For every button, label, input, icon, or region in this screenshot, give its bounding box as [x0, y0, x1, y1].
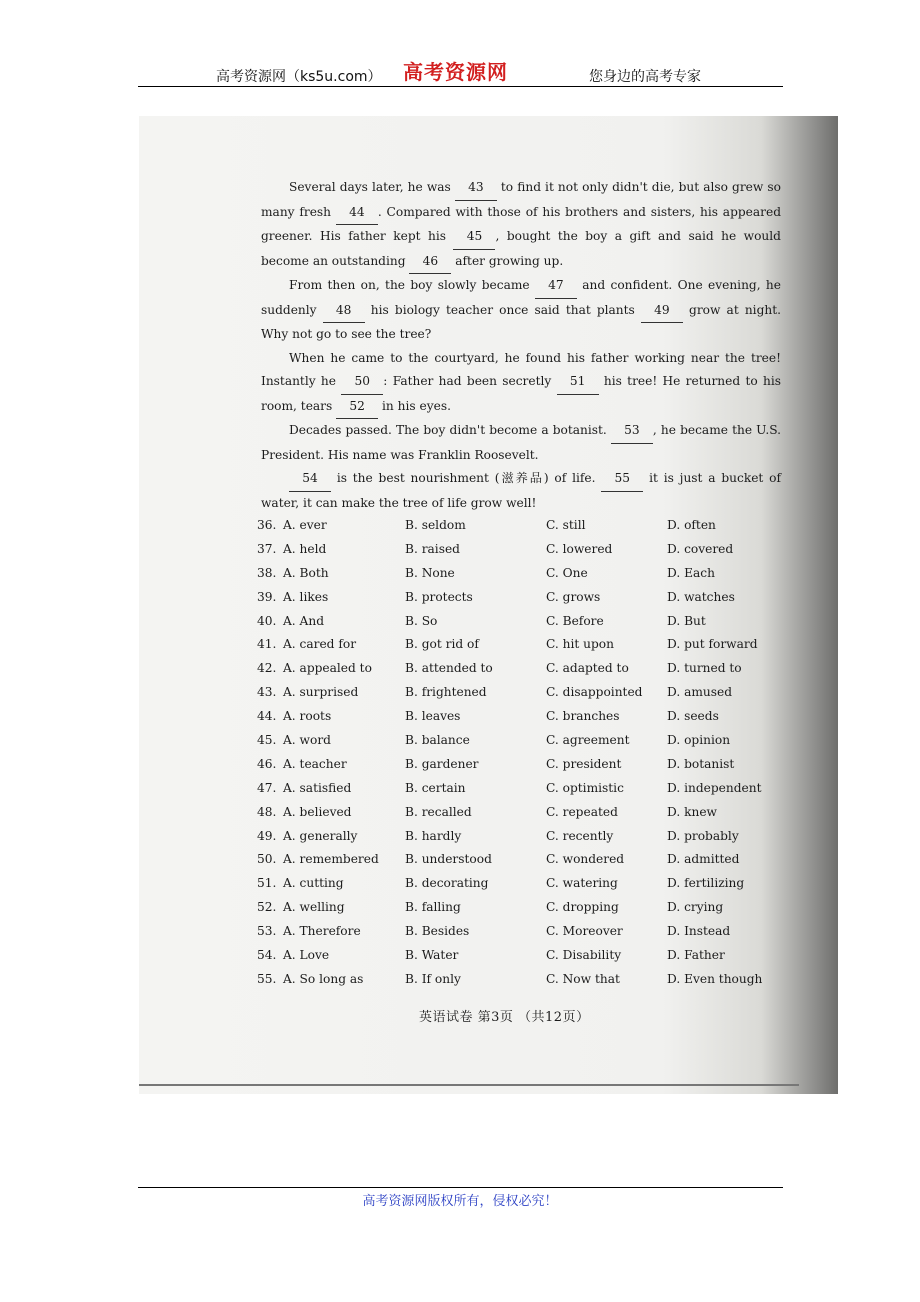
option-c: C. repeated — [546, 804, 618, 819]
option-b: B. certain — [405, 780, 466, 795]
answer-blank: 45 — [453, 225, 495, 250]
answer-blank: 49 — [641, 299, 683, 324]
question-number: 49. — [257, 828, 277, 843]
option-row — [257, 586, 777, 610]
scanned-exam-page — [139, 116, 838, 1094]
answer-blank: 55 — [601, 467, 643, 492]
answer-blank: 48 — [323, 299, 365, 324]
option-d: D. covered — [667, 541, 734, 556]
option-a: A. teacher — [283, 756, 347, 771]
passage-text: . Compared with those of his brothers and sisters, his appeared greener. His father kept his — [261, 204, 781, 243]
answer-blank: 54 — [289, 467, 331, 492]
option-row — [257, 705, 777, 729]
question-number: 36. — [257, 518, 277, 532]
option-row — [257, 896, 777, 920]
option-row — [257, 968, 777, 992]
option-d: D. probably — [667, 828, 739, 843]
option-a: A. Both — [283, 565, 329, 580]
passage-text: , bought the boy a gift and said he would become an outstanding — [261, 229, 781, 268]
option-d: D. often — [667, 518, 716, 532]
passage-paragraph — [261, 467, 781, 515]
question-number: 47. — [257, 780, 277, 795]
question-number: 44. — [257, 709, 277, 724]
option-c: C. Disability — [546, 948, 622, 963]
question-number: 55. — [257, 971, 277, 986]
passage-text: Several days later, he was — [289, 180, 455, 194]
option-b: B. raised — [405, 541, 460, 556]
option-c: C. disappointed — [546, 685, 643, 700]
option-a: A. So long as — [283, 971, 364, 986]
site-slogan: 您身边的高考专家 — [589, 69, 701, 85]
question-number: 48. — [257, 804, 277, 819]
options-list — [257, 514, 777, 992]
passage-text: When he came to the courtyard, he found his father working near the tree! Instantly he — [261, 350, 781, 388]
option-a: A. appealed to — [283, 661, 372, 676]
option-row — [257, 777, 777, 801]
option-d: D. independent — [667, 780, 762, 795]
question-number: 41. — [257, 637, 277, 652]
option-b: B. leaves — [405, 709, 461, 724]
option-row — [257, 801, 777, 825]
exam-page-number: 英语试卷 第3页 （共12页） — [419, 1010, 590, 1025]
question-number: 46. — [257, 756, 277, 771]
question-number: 40. — [257, 613, 277, 628]
option-b: B. frightened — [405, 685, 487, 700]
option-row — [257, 848, 777, 872]
option-b: B. Besides — [405, 924, 470, 939]
option-d: D. fertilizing — [667, 876, 745, 891]
option-row — [257, 633, 777, 657]
option-row — [257, 753, 777, 777]
passage-text: after growing up. — [451, 253, 564, 268]
option-c: C. wondered — [546, 852, 625, 867]
option-d: D. Each — [667, 565, 715, 580]
passage-text: and confident. One evening, he suddenly — [261, 278, 781, 317]
passage-paragraph — [261, 274, 781, 347]
option-a: A. word — [283, 733, 331, 748]
option-b: B. protects — [405, 589, 473, 604]
question-number: 50. — [257, 852, 277, 867]
scan-edge-line — [139, 1084, 799, 1086]
answer-blank: 50 — [341, 370, 383, 395]
option-a: A. generally — [283, 828, 358, 843]
option-row — [257, 872, 777, 896]
site-header — [138, 56, 783, 87]
option-a: A. cared for — [283, 637, 357, 652]
option-d: D. amused — [667, 685, 733, 700]
option-c: C. hit upon — [546, 637, 614, 652]
passage-text: his biology teacher once said that plants — [364, 302, 641, 317]
option-c: C. branches — [546, 709, 620, 724]
option-a: A. believed — [283, 804, 352, 819]
option-c: C. lowered — [546, 541, 613, 556]
option-row — [257, 514, 777, 538]
option-c: C. Before — [546, 613, 604, 628]
option-d: D. opinion — [667, 733, 731, 748]
option-b: B. If only — [405, 971, 461, 986]
option-a: A. cutting — [283, 876, 344, 891]
answer-blank: 43 — [455, 176, 497, 201]
passage-text: in his eyes. — [378, 398, 451, 413]
option-d: D. admitted — [667, 852, 740, 867]
option-c: C. agreement — [546, 733, 630, 748]
option-a: A. welling — [283, 900, 345, 915]
option-a: A. And — [283, 613, 325, 628]
option-b: B. falling — [405, 900, 461, 915]
question-number: 54. — [257, 948, 277, 963]
footer-divider — [138, 1187, 783, 1188]
passage-text: From then on, the boy slowly became — [289, 278, 535, 292]
option-c: C. adapted to — [546, 661, 629, 676]
passage-paragraph — [261, 176, 781, 274]
option-a: A. likes — [283, 589, 329, 604]
option-a: A. held — [283, 541, 327, 556]
passage-text: it is just a bucket of water, it can make the tree of life grow well! — [261, 471, 781, 510]
answer-blank: 47 — [535, 274, 577, 299]
option-b: B. Water — [405, 948, 459, 963]
option-row — [257, 825, 777, 849]
option-b: B. hardly — [405, 828, 462, 843]
answer-blank: 51 — [557, 370, 599, 395]
option-a: A. remembered — [283, 852, 379, 867]
question-number: 39. — [257, 589, 277, 604]
option-c: C. watering — [546, 876, 618, 891]
option-row — [257, 657, 777, 681]
option-row — [257, 538, 777, 562]
passage-text: his tree! He returned to his room, tears — [261, 374, 781, 413]
option-d: D. turned to — [667, 661, 742, 676]
option-row — [257, 920, 777, 944]
passage-text: Decades passed. The boy didn't become a botanist. — [289, 423, 611, 437]
copyright-notice: 高考资源网版权所有，侵权必究！ — [362, 1194, 558, 1209]
site-logo-text: 高考资源网 — [403, 60, 508, 84]
option-b: B. balance — [405, 733, 470, 748]
question-number: 45. — [257, 733, 277, 748]
passage-paragraph — [261, 347, 781, 420]
answer-blank: 46 — [409, 250, 451, 275]
option-a: A. surprised — [283, 685, 359, 700]
option-c: C. One — [546, 565, 588, 580]
answer-blank: 52 — [336, 395, 378, 420]
option-a: A. Therefore — [283, 924, 361, 939]
option-c: C. dropping — [546, 900, 619, 915]
option-d: D. seeds — [667, 709, 719, 724]
site-name-left: 高考资源网（ks5u.com） — [216, 69, 382, 85]
option-d: D. Instead — [667, 924, 731, 939]
option-c: C. still — [546, 518, 586, 532]
option-c: C. optimistic — [546, 780, 624, 795]
answer-blank: 53 — [611, 419, 653, 444]
option-a: A. satisfied — [283, 780, 352, 795]
option-c: C. Now that — [546, 971, 620, 986]
option-b: B. got rid of — [405, 637, 479, 652]
passage-text: : Father had been secretly — [383, 374, 557, 388]
option-d: D. Even though — [667, 971, 763, 986]
option-c: C. Moreover — [546, 924, 623, 939]
option-b: B. gardener — [405, 756, 479, 771]
option-row — [257, 729, 777, 753]
option-c: C. grows — [546, 589, 601, 604]
cloze-passage — [261, 176, 781, 515]
question-number: 42. — [257, 661, 277, 676]
option-row — [257, 681, 777, 705]
question-number: 43. — [257, 685, 277, 700]
passage-text: , he became the U.S. President. His name was Franklin Roosevelt. — [261, 423, 781, 462]
option-b: B. understood — [405, 852, 492, 867]
option-b: B. decorating — [405, 876, 489, 891]
passage-text: to find it not only didn't die, but also grew so many fresh — [261, 180, 781, 219]
option-d: D. botanist — [667, 756, 735, 771]
question-number: 52. — [257, 900, 277, 915]
question-number: 38. — [257, 565, 277, 580]
option-b: B. None — [405, 565, 455, 580]
option-d: D. Father — [667, 948, 725, 963]
option-c: C. president — [546, 756, 622, 771]
answer-blank: 44 — [336, 201, 378, 226]
option-a: A. ever — [283, 518, 327, 532]
option-b: B. So — [405, 613, 438, 628]
passage-text: grow at night. Why not go to see the tree? — [261, 302, 781, 341]
option-d: D. put forward — [667, 637, 758, 652]
option-b: B. attended to — [405, 661, 493, 676]
option-d: D. knew — [667, 804, 717, 819]
option-b: B. seldom — [405, 518, 466, 532]
option-row — [257, 944, 777, 968]
question-number: 51. — [257, 876, 277, 891]
option-c: C. recently — [546, 828, 614, 843]
option-a: A. roots — [283, 709, 332, 724]
passage-paragraph — [261, 419, 781, 467]
passage-text: is the best nourishment (滋养品) of life. — [331, 471, 602, 485]
option-row — [257, 610, 777, 634]
question-number: 53. — [257, 924, 277, 939]
option-d: D. watches — [667, 589, 735, 604]
option-d: D. crying — [667, 900, 724, 915]
question-number: 37. — [257, 541, 277, 556]
option-a: A. Love — [283, 948, 330, 963]
option-d: D. But — [667, 613, 706, 628]
option-row — [257, 562, 777, 586]
option-b: B. recalled — [405, 804, 472, 819]
